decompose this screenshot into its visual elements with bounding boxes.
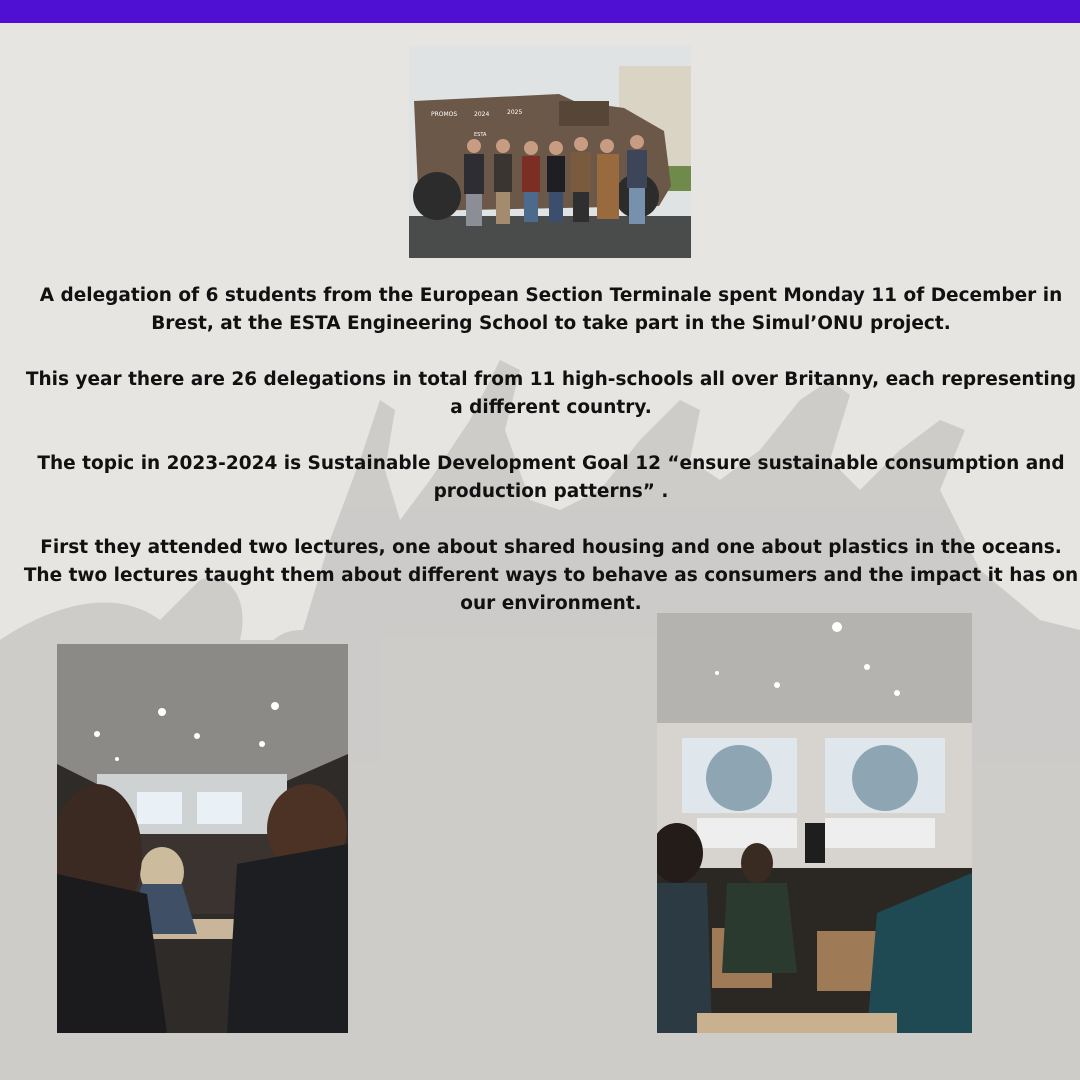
article-paragraph-delegations-count: This year there are 26 delegations in total from 11 high-schools all over Britanny, each representing a different country.	[25, 369, 1077, 418]
top-accent-bar	[0, 0, 1080, 23]
article-paragraph-delegation: A delegation of 6 students from the European Section Terminale spent Monday 11 of December in Brest, at the ESTA Engineering School to take part in the Simul’ONU project.	[39, 285, 1063, 334]
vehicle-marking-2025: 2025	[507, 109, 523, 116]
vehicle-marking-esta: ESTA	[474, 132, 487, 138]
vehicle-marking-2024: 2024	[474, 111, 490, 118]
students-vehicle-photo	[409, 46, 691, 258]
lecture-hall-right-photo	[657, 613, 972, 1033]
vehicle-marking-promos: PROMOS	[431, 111, 458, 118]
article-paragraph-lectures: First they attended two lectures, one about shared housing and one about plastics in the oceans. The two lectures taught them about different ways to behave as consumers and the impact it has on our environment.	[23, 537, 1079, 614]
article-text	[22, 282, 1080, 618]
lecture-hall-left-photo	[57, 644, 348, 1033]
article-paragraph-topic: The topic in 2023-2024 is Sustainable Development Goal 12 “ensure sustainable consumption and production patterns” .	[37, 453, 1065, 502]
